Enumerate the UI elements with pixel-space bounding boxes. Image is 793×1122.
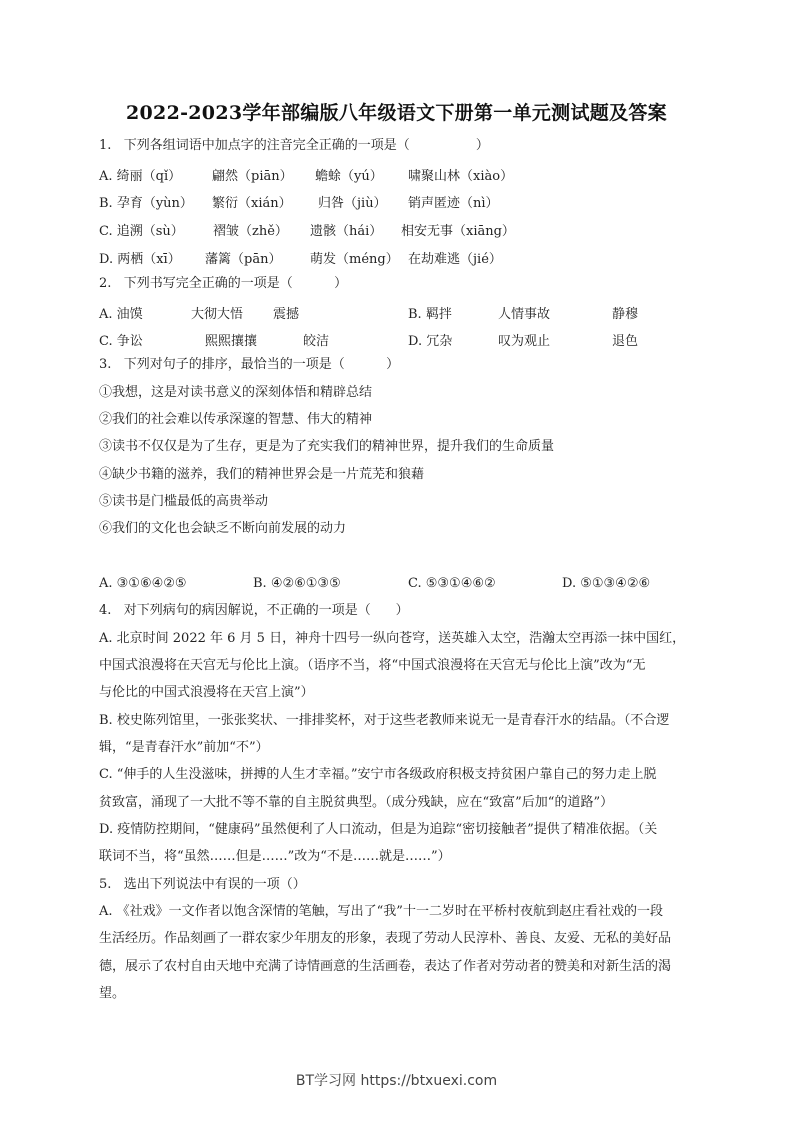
q2-option-c-3: 皎洁 xyxy=(303,334,330,349)
q3-sentence-2: ②我们的社会难以传承深邃的智慧、伟大的精神 xyxy=(99,412,373,427)
q3-option-c: C. ⑤③①④⑥② xyxy=(408,576,496,591)
q1-option-b-2: 繁衍（xián） xyxy=(212,196,292,211)
q4-line-1: A. 北京时间 2022 年 6 月 5 日，神舟十四号一纵向苍穹，送英雄入太空，浩瀚太空再添一抹中国红， xyxy=(99,631,686,646)
q1-option-d-4: 在劫难逃（jié） xyxy=(408,252,502,267)
q1-option-c-3: 遗骸（hái） xyxy=(310,224,383,239)
q3-sentence-6: ⑥我们的文化也会缺乏不断向前发展的动力 xyxy=(99,521,347,536)
q4-line-8: D. 疫情防控期间，“健康码”虽然便利了人口流动，但是为追踪“密切接触者”提供了精准依据。（关 xyxy=(99,822,658,837)
q2-option-c-1: C. 争讼 xyxy=(99,334,143,349)
q2-option-a-1: A. 油馍 xyxy=(99,307,143,322)
q1-option-a-3: 蟾蜍（yú） xyxy=(315,169,383,184)
q1-option-b-4: 销声匿迹（nì） xyxy=(408,196,499,211)
q1-option-c-1: C. 追溯（sù） xyxy=(99,224,184,239)
q4-line-9: 联词不当，将“虽然……但是……”改为“不是……就是……”） xyxy=(99,849,451,864)
q3-sentence-4: ④缺少书籍的滋养，我们的精神世界会是一片荒芜和狼藉 xyxy=(99,467,425,482)
q1-option-a-2: 翩然（piān） xyxy=(212,169,293,184)
q2-option-d-3: 退色 xyxy=(612,334,639,349)
q4-stem: 4. 对下列病句的病因解说，不正确的一项是（ ） xyxy=(99,603,409,618)
q1-option-b-3: 归咎（jiù） xyxy=(318,196,387,211)
q5-line-1: A. 《社戏》一文作者以饱含深情的笔触，写出了“我”十一二岁时在平桥村夜航到赵庄看社戏的一段 xyxy=(99,904,663,919)
document-title: 2022-2023学年部编版八年级语文下册第一单元测试题及答案 xyxy=(126,102,667,124)
q3-sentence-1: ①我想，这是对读书意义的深刻体悟和精辟总结 xyxy=(99,385,373,400)
q2-option-b-2: 人情事故 xyxy=(498,307,551,322)
q2-option-a-3: 震撼 xyxy=(273,307,300,322)
q3-sentence-5: ⑤读书是门槛最低的高贵举动 xyxy=(99,494,269,509)
q5-line-4: 望。 xyxy=(99,986,126,1001)
q2-option-b-3: 静穆 xyxy=(612,307,639,322)
q2-stem: 2. 下列书写完全正确的一项是（ ） xyxy=(99,276,348,291)
q1-option-b-1: B. 孕育（yùn） xyxy=(99,196,193,211)
q1-option-d-2: 藩篱（pān） xyxy=(205,252,282,267)
q3-option-d: D. ⑤①③④②⑥ xyxy=(562,576,651,591)
q1-option-c-4: 相安无事（xiāng） xyxy=(401,224,515,239)
q2-option-c-2: 熙熙攘攘 xyxy=(205,334,258,349)
q3-option-b: B. ④②⑥①③⑤ xyxy=(253,576,341,591)
q2-option-a-2: 大彻大悟 xyxy=(191,307,244,322)
q4-line-5: 辑，“是青春汗水”前加“不”） xyxy=(99,740,269,755)
q3-option-a: A. ③①⑥④②⑤ xyxy=(99,576,187,591)
q5-line-3: 德，展示了农村自由天地中充满了诗情画意的生活画卷，表达了作者对劳动者的赞美和对新生活的渴 xyxy=(99,959,672,974)
q2-option-d-1: D. 冗杂 xyxy=(408,334,453,349)
q1-stem: 1. 下列各组词语中加点字的注音完全正确的一项是（ ） xyxy=(99,138,489,153)
q1-option-a-1: A. 绮丽（qǐ） xyxy=(99,169,182,184)
q3-stem: 3. 下列对句子的排序，最恰当的一项是（ ） xyxy=(99,357,400,372)
q3-sentence-3: ③读书不仅仅是为了生存，更是为了充实我们的精神世界，提升我们的生命质量 xyxy=(99,439,555,454)
q1-option-d-3: 萌发（méng） xyxy=(310,252,399,267)
q4-line-6: C. “伸手的人生没滋味，拼搏的人生才幸福。”安宁市各级政府积极支持贫困户靠自己的努力走上脱 xyxy=(99,767,657,782)
q5-stem: 5. 选出下列说法中有误的一项（） xyxy=(99,877,306,892)
q5-line-2: 生活经历。作品刻画了一群农家少年朋友的形象，表现了劳动人民淳朴、善良、友爱、无私的美好品 xyxy=(99,931,672,946)
q4-line-3: 与伦比的中国式浪漫将在天宫上演”） xyxy=(99,685,314,700)
q1-option-c-2: 褶皱（zhě） xyxy=(213,224,288,239)
q1-option-a-4: 啸聚山林（xiào） xyxy=(408,169,514,184)
q4-line-2: 中国式浪漫将在天宫无与伦比上演。（语序不当，将“中国式浪漫将在天宫无与伦比上演”改为“无 xyxy=(99,658,646,673)
q1-option-d-1: D. 两栖（xī） xyxy=(99,252,181,267)
q2-option-b-1: B. 羁拌 xyxy=(408,307,452,322)
footer-watermark: BT学习网 https://btxuexi.com xyxy=(295,1073,498,1089)
q2-option-d-2: 叹为观止 xyxy=(498,334,551,349)
q4-line-7: 贫致富，涌现了一大批不等不靠的自主脱贫典型。（成分残缺，应在“致富”后加“的道路”） xyxy=(99,795,614,810)
q4-line-4: B. 校史陈列馆里，一张张奖状、一排排奖杯，对于这些老教师来说无一是青春汗水的结晶。（不合逻 xyxy=(99,713,670,728)
